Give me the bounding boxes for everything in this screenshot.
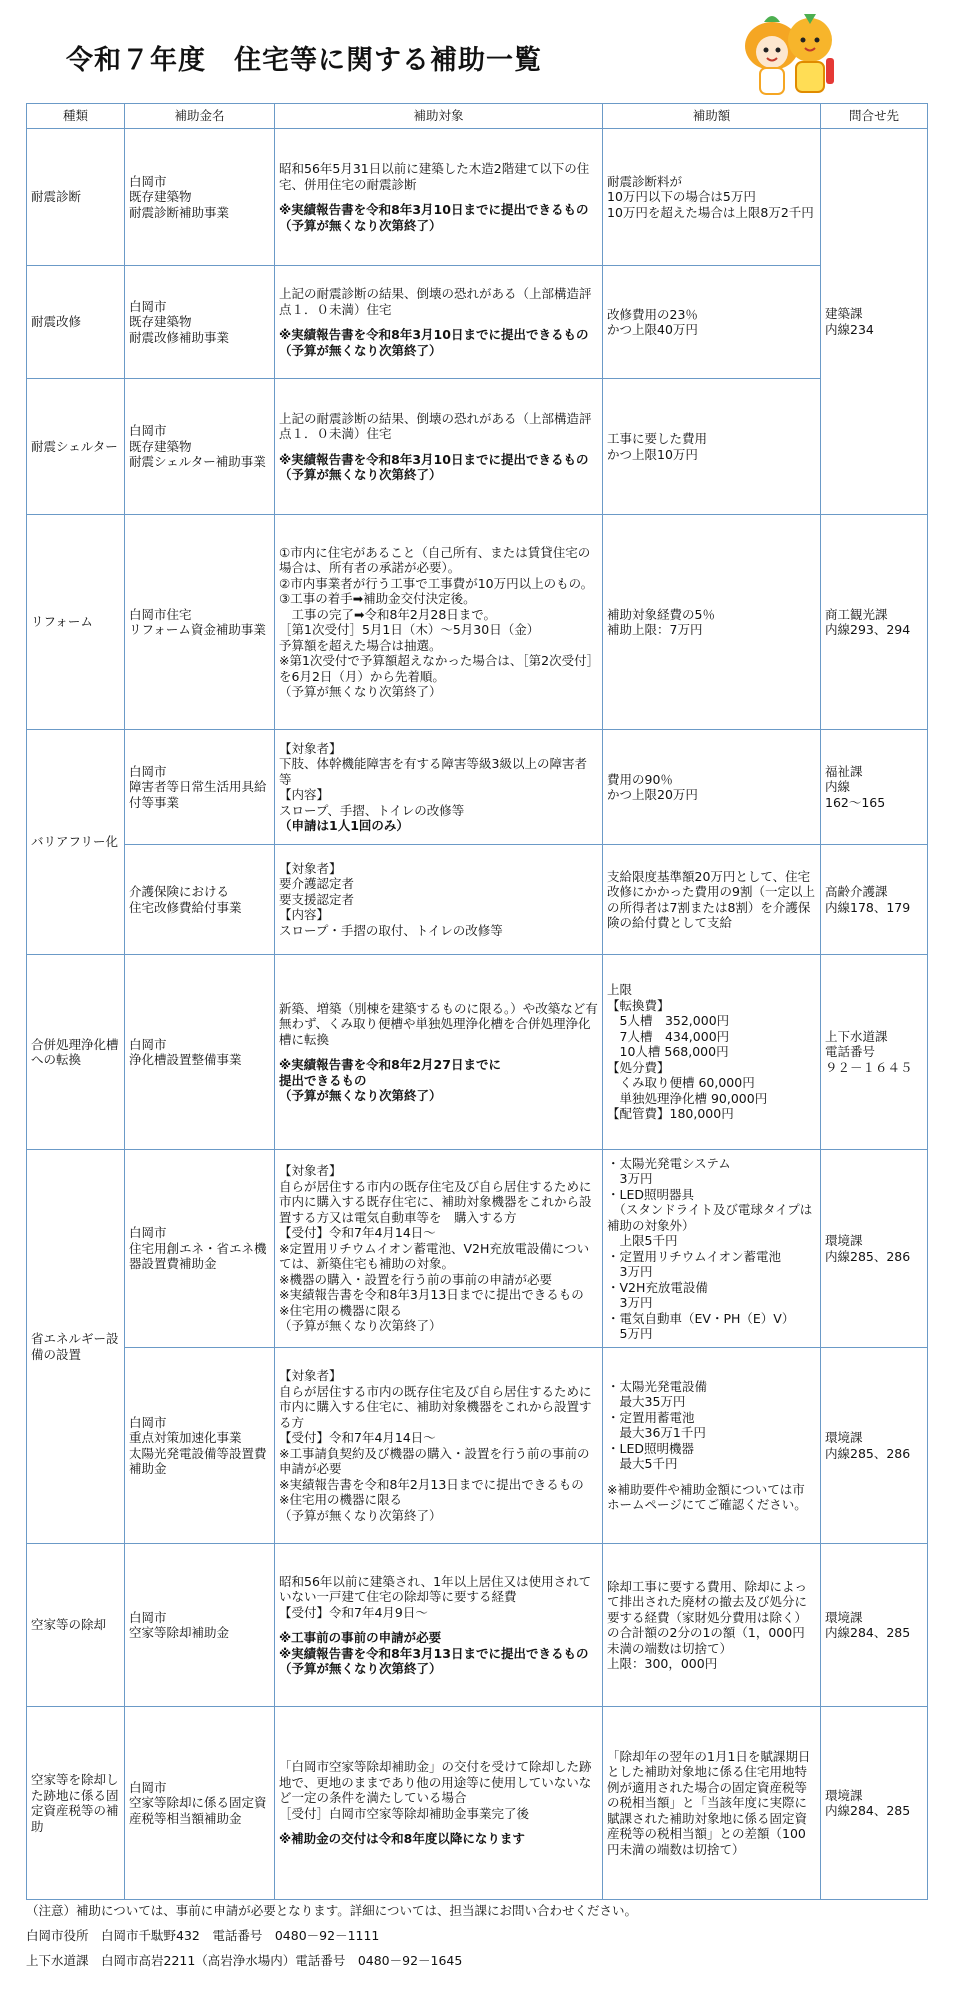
page-title: 令和７年度 住宅等に関する補助一覧	[66, 45, 542, 76]
table-row	[27, 730, 928, 845]
table-row	[27, 1348, 928, 1544]
row-target	[275, 1707, 603, 1900]
row-name: 白岡市 空家等除却に係る固定資産税等相当額補助金	[125, 1707, 275, 1900]
table-row	[27, 515, 928, 730]
row-type: 空家等の除却	[27, 1544, 125, 1707]
target-text: 上記の耐震診断の結果、倒壊の恐れがある（上部構造評点１．０未満）住宅	[279, 410, 592, 441]
row-target	[275, 1544, 603, 1707]
header-amount: 補助額	[603, 104, 821, 129]
row-type: 合併処理浄化槽への転換	[27, 955, 125, 1150]
target-note: ※実績報告書を令和8年2月27日までに 提出できるもの （予算が無くなり次第終了）	[279, 1057, 501, 1103]
table-row	[27, 1544, 928, 1707]
row-name: 白岡市 既存建築物 耐震改修補助事業	[125, 266, 275, 379]
row-amount: 上限 【転換費】 5人槽 352,000円 7人槽 434,000円 10人槽 568,000円 【処分費】 くみ取り便槽 60,000円 単独処理浄化槽 90,000円 【配管費】180,000円	[603, 955, 821, 1150]
row-contact: 高齢介護課 内線178、179	[821, 845, 928, 955]
row-name: 白岡市 空家等除却補助金	[125, 1544, 275, 1707]
row-target	[275, 379, 603, 515]
row-type: 省エネルギー設備の設置	[27, 1150, 125, 1544]
header-name: 補助金名	[125, 104, 275, 129]
row-contact: 建築課 内線234	[821, 129, 928, 515]
table-row	[27, 1150, 928, 1348]
row-target: 【対象者】 自らが居住する市内の既存住宅及び自ら居住するために市内に購入する既存住宅に、補助対象機器をこれから設置する方又は電気自動車等を 購入する方 【受付】令和7年4月14日～ ※定置用リチウムイオン蓄電池、V2H充放電設備については、新築住宅も補助の対象。 ※機器の購入・設置を行う前の事前の申請が必要 ※実績報告書を令和8年3月13日までに提出できるもの ※住宅用の機器に限る （予算が無くなり次第終了）	[275, 1150, 603, 1348]
subsidy-table	[26, 103, 928, 1900]
row-contact: 環境課 内線284、285	[821, 1707, 928, 1900]
target-text: 昭和56年以前に建築され、1年以上居住又は使用されていない一戸建て住宅の除却等に要する経費 【受付】令和7年4月9日～	[279, 1573, 592, 1620]
row-name: 白岡市 障害者等日常生活用具給付等事業	[125, 730, 275, 845]
row-contact: 福祉課 内線 162～165	[821, 730, 928, 845]
row-name: 白岡市 既存建築物 耐震シェルター補助事業	[125, 379, 275, 515]
row-contact: 環境課 内線284、285	[821, 1544, 928, 1707]
table-row	[27, 1707, 928, 1900]
table-row	[27, 955, 928, 1150]
row-target	[275, 129, 603, 266]
target-note: （申請は1人1回のみ）	[279, 818, 409, 833]
row-name: 白岡市 既存建築物 耐震診断補助事業	[125, 129, 275, 266]
row-name: 白岡市住宅 リフォーム資金補助事業	[125, 515, 275, 730]
row-name: 白岡市 浄化槽設置整備事業	[125, 955, 275, 1150]
target-text: 上記の耐震診断の結果、倒壊の恐れがある（上部構造評点１．０未満）住宅	[279, 286, 592, 317]
row-target	[275, 730, 603, 845]
row-type: 耐震シェルター	[27, 379, 125, 515]
table-header-row	[27, 104, 928, 129]
row-target	[275, 955, 603, 1150]
row-amount: 補助対象経費の5％ 補助上限：7万円	[603, 515, 821, 730]
table-row	[27, 129, 928, 266]
row-type: 空家等を除却した跡地に係る固定資産税等の補助	[27, 1707, 125, 1900]
target-text: 昭和56年5月31日以前に建築した木造2階建て以下の住宅、併用住宅の耐震診断	[279, 161, 590, 192]
table-row	[27, 845, 928, 955]
target-note: ※補助金の交付は令和8年度以降になります	[279, 1831, 525, 1847]
row-amount: 除却工事に要する費用、除却によって排出された廃材の撤去及び処分に要する経費（家財処分費用は除く）の合計額の2分の1の額（1，000円未満の端数は切捨て） 上限：300，000円	[603, 1544, 821, 1707]
row-amount: 「除却年の翌年の1月1日を賦課期日とした補助対象地に係る住宅用地特例が適用された場合の固定資産税等の税相当額」と「当該年度に実際に賦課された補助対象地に係る固定資産税等の税相当額」との差額（100円未満の端数は切捨て）	[603, 1707, 821, 1900]
mascot-icon	[742, 6, 838, 104]
row-contact: 環境課 内線285、286	[821, 1348, 928, 1544]
note-city-hall: 白岡市役所 白岡市千駄野432 電話番号 0480－92－1111	[26, 1928, 380, 1943]
amount-note: ※補助要件や補助金額については市ホームページにてご確認ください。	[607, 1481, 807, 1512]
row-amount: 費用の90％ かつ上限20万円	[603, 730, 821, 845]
row-contact: 環境課 内線285、286	[821, 1150, 928, 1348]
row-name: 白岡市 重点対策加速化事業 太陽光発電設備等設置費補助金	[125, 1348, 275, 1544]
target-text: 新築、増築（別棟を建築するものに限る。）や改築など有無わず、くみ取り便槽や単独処理浄化槽を合併処理浄化槽に転換	[279, 1000, 598, 1047]
row-contact: 商工観光課 内線293、294	[821, 515, 928, 730]
row-target	[275, 266, 603, 379]
header-type: 種類	[27, 104, 125, 129]
target-text: 「白岡市空家等除却補助金」の交付を受けて除却した跡地で、更地のままであり他の用途等に使用していないなど一定の条件を満たしている場合 ［受付］白岡市空家等除却補助金事業完了後	[279, 1759, 592, 1821]
row-target: ①市内に住宅があること（自己所有、または賃貸住宅の場合は、所有者の承諾が必要）。 ②市内事業者が行う工事で工事費が10万円以上のもの。 ③工事の着手➡補助金交付決定後。 工事の完了➡令和8年2月28日まで。 ［第1次受付］5月1日（木）～5月30日（金） 予算額を超えた場合は抽選。 ※第1次受付で予算額超えなかった場合は、［第2次受付］を6月2日（月）から先着順。 （予算が無くなり次第終了）	[275, 515, 603, 730]
footer-notes	[26, 1898, 926, 1973]
row-target: 【対象者】 要介護認定者 要支援認定者 【内容】 スロープ・手摺の取付、トイレの改修等	[275, 845, 603, 955]
row-name: 白岡市 住宅用創エネ・省エネ機器設置費補助金	[125, 1150, 275, 1348]
row-type: 耐震診断	[27, 129, 125, 266]
table-row	[27, 266, 928, 379]
target-note: ※工事前の事前の申請が必要 ※実績報告書を令和8年3月13日までに提出できるもの （予算が無くなり次第終了）	[279, 1630, 589, 1676]
row-amount: 耐震診断料が 10万円以下の場合は5万円 10万円を超えた場合は上限8万2千円	[603, 129, 821, 266]
row-type: バリアフリー化	[27, 730, 125, 955]
target-text: 【対象者】 下肢、体幹機能障害を有する障害等級3級以上の障害者等 【内容】 スロープ、手摺、トイレの改修等	[279, 740, 587, 818]
row-target: 【対象者】 自らが居住する市内の既存住宅及び自ら居住するために市内に購入する住宅に、補助対象機器をこれから設置する方 【受付】令和7年4月14日～ ※工事請負契約及び機器の購入・設置を行う前の事前の申請が必要 ※実績報告書を令和8年2月13日までに提出できるもの ※住宅用の機器に限る （予算が無くなり次第終了）	[275, 1348, 603, 1544]
target-note: ※実績報告書を令和8年3月10日までに提出できるもの （予算が無くなり次第終了）	[279, 451, 589, 482]
target-note: ※実績報告書を令和8年3月10日までに提出できるもの （予算が無くなり次第終了）	[279, 327, 589, 358]
row-amount: 支給限度基準額20万円として、住宅改修にかかった費用の9割（一定以上の所得者は7割または8割）を介護保険の給付費として支給	[603, 845, 821, 955]
note-caution: （注意）補助については、事前に申請が必要となります。詳細については、担当課にお問い合わせください。	[26, 1903, 638, 1918]
row-amount: 工事に要した費用 かつ上限10万円	[603, 379, 821, 515]
row-amount: ・太陽光発電システム 3万円 ・LED照明器具 （スタンドライト及び電球タイプは補助の対象外） 上限5千円 ・定置用リチウムイオン蓄電池 3万円 ・V2H充放電設備 3万円 ・電気自動車（EV・PH（E）V） 5万円	[603, 1150, 821, 1348]
header-contact: 問合せ先	[821, 104, 928, 129]
target-note: ※実績報告書を令和8年3月10日までに提出できるもの （予算が無くなり次第終了）	[279, 202, 589, 233]
row-name: 介護保険における 住宅改修費給付事業	[125, 845, 275, 955]
amount-text: ・太陽光発電設備 最大35万円 ・定置用蓄電池 最大36万1千円 ・LED照明機器 最大5千円	[607, 1378, 708, 1471]
header-target: 補助対象	[275, 104, 603, 129]
note-water-dept: 上下水道課 白岡市高岩2211（高岩浄水場内）電話番号 0480－92－1645	[26, 1953, 463, 1968]
table-row	[27, 379, 928, 515]
row-contact: 上下水道課 電話番号 ９２－１６４５	[821, 955, 928, 1150]
row-type: リフォーム	[27, 515, 125, 730]
row-amount	[603, 1348, 821, 1544]
row-amount: 改修費用の23％ かつ上限40万円	[603, 266, 821, 379]
row-type: 耐震改修	[27, 266, 125, 379]
